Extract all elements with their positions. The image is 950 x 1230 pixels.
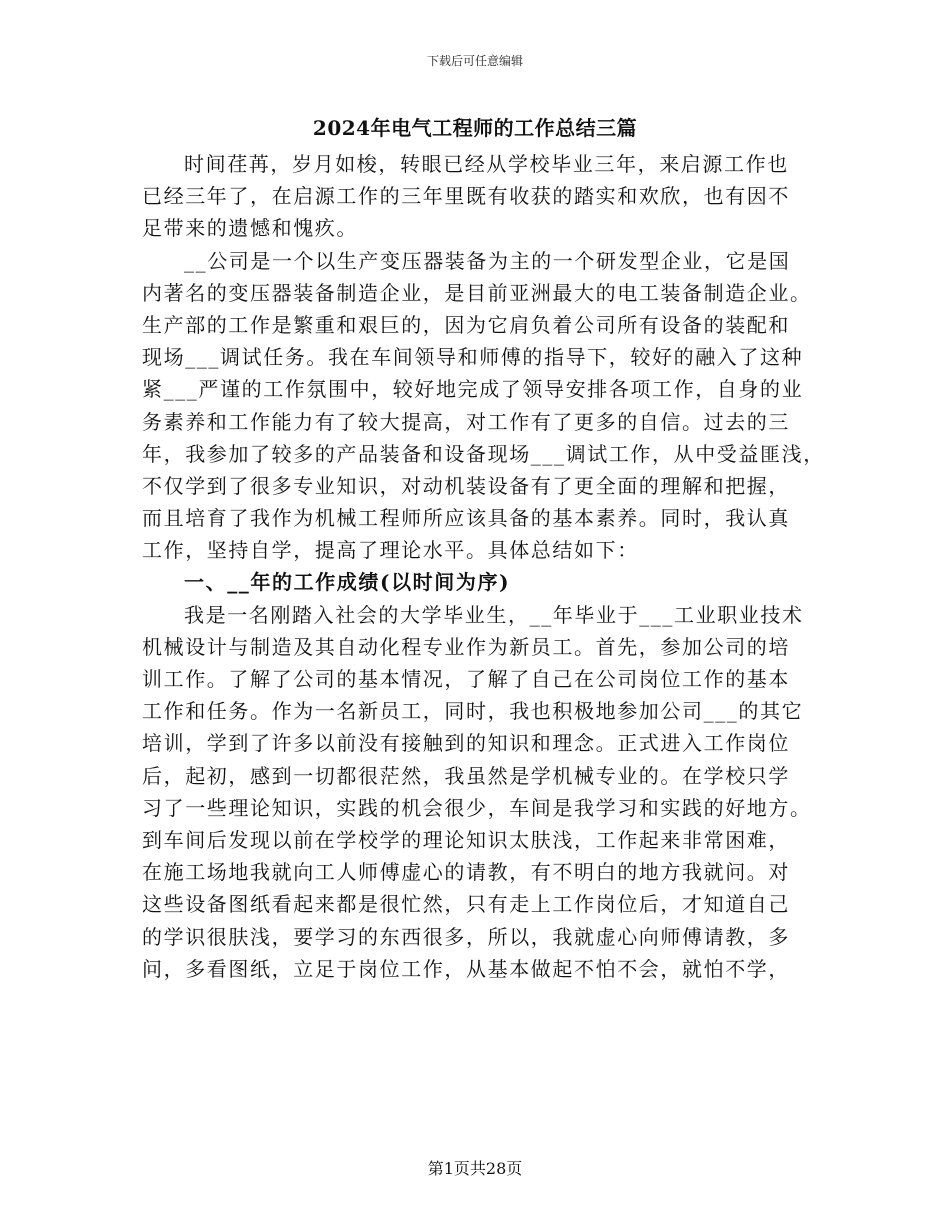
paragraph-line: 生产部的工作是繁重和艰巨的，因为它肩负着公司所有设备的装配和 bbox=[142, 312, 790, 337]
paragraph-line: 问，多看图纸，立足于岗位工作，从基本做起不怕不会，就怕不学， bbox=[142, 956, 790, 981]
paragraph-line: 时间荏苒，岁月如梭，转眼已经从学校毕业三年，来启源工作也 bbox=[184, 152, 789, 176]
paragraph-line: 而且培育了我作为机械工程师所应该具备的基本素养。同时，我认真 bbox=[142, 506, 790, 531]
paragraph-line: 这些设备图纸看起来都是很忙然，只有走上工作岗位后，才知道自己 bbox=[142, 892, 790, 917]
paragraph-line: 训工作。了解了公司的基本情况，了解了自己在公司岗位工作的基本 bbox=[142, 667, 790, 691]
paragraph-line: 足带来的遗憾和愧疚。 bbox=[142, 216, 358, 241]
paragraph-line: 机械设计与制造及其自动化程专业作为新员工。首先，参加公司的培 bbox=[142, 634, 790, 659]
paragraph-line: 的学识很肤浅，要学习的东西很多，所以，我就虚心向师傅请教，多 bbox=[142, 924, 790, 949]
paragraph-line: 我是一名刚踏入社会的大学毕业生，__年毕业于___工业职业技术 bbox=[184, 602, 804, 627]
page-header: 下载后可任意编辑 bbox=[426, 54, 523, 68]
paragraph-line: 在施工场地我就向工人师傅虚心的请教，有不明白的地方我就问。对 bbox=[142, 860, 790, 885]
paragraph-line: 后，起初，感到一切都很茫然，我虽然是学机械专业的。在学校只学 bbox=[142, 763, 790, 788]
paragraph-line: 习了一些理论知识，实践的机会很少，车间是我学习和实践的好地方。 bbox=[142, 795, 812, 820]
paragraph-line: 到车间后发现以前在学校学的理论知识太肤浅，工作起来非常困难， bbox=[142, 827, 790, 852]
paragraph-line: 内著名的变压器装备制造企业，是目前亚洲最大的电工装备制造企业。 bbox=[142, 280, 812, 305]
paragraph-line: 工作，坚持自学，提高了理论水平。具体总结如下： bbox=[142, 538, 639, 563]
document-title: 2024年电气工程师的工作总结三篇 bbox=[312, 116, 638, 140]
paragraph-line: 务素养和工作能力有了较大提高，对工作有了更多的自信。过去的三 bbox=[142, 409, 790, 434]
document-body bbox=[142, 148, 825, 985]
paragraph-line: 年，我参加了较多的产品装备和设备现场___调试工作，从中受益匪浅， bbox=[142, 441, 825, 466]
paragraph-line: 已经三年了，在启源工作的三年里既有收获的踏实和欢欣，也有因不 bbox=[142, 184, 790, 209]
paragraph-line: 工作和任务。作为一名新员工，同时，我也积极地参加公司___的其它 bbox=[142, 699, 804, 724]
paragraph-line: __公司是一个以生产变压器装备为主的一个研发型企业，它是国 bbox=[184, 248, 791, 273]
paragraph-line: 现场___调试任务。我在车间领导和师傅的指导下，较好的融入了这种 bbox=[142, 345, 804, 370]
paragraph-line: 培训，学到了许多以前没有接触到的知识和理念。正式进入工作岗位 bbox=[142, 731, 790, 756]
page-footer: 第1页共28页 bbox=[427, 1159, 523, 1178]
section-heading: 一、__年的工作成绩(以时间为序) bbox=[184, 570, 511, 595]
paragraph-line: 紧___严谨的工作氛围中，较好地完成了领导安排各项工作，自身的业 bbox=[142, 377, 804, 402]
paragraph-line: 不仅学到了很多专业知识，对动机装设备有了更全面的理解和把握， bbox=[142, 473, 790, 498]
